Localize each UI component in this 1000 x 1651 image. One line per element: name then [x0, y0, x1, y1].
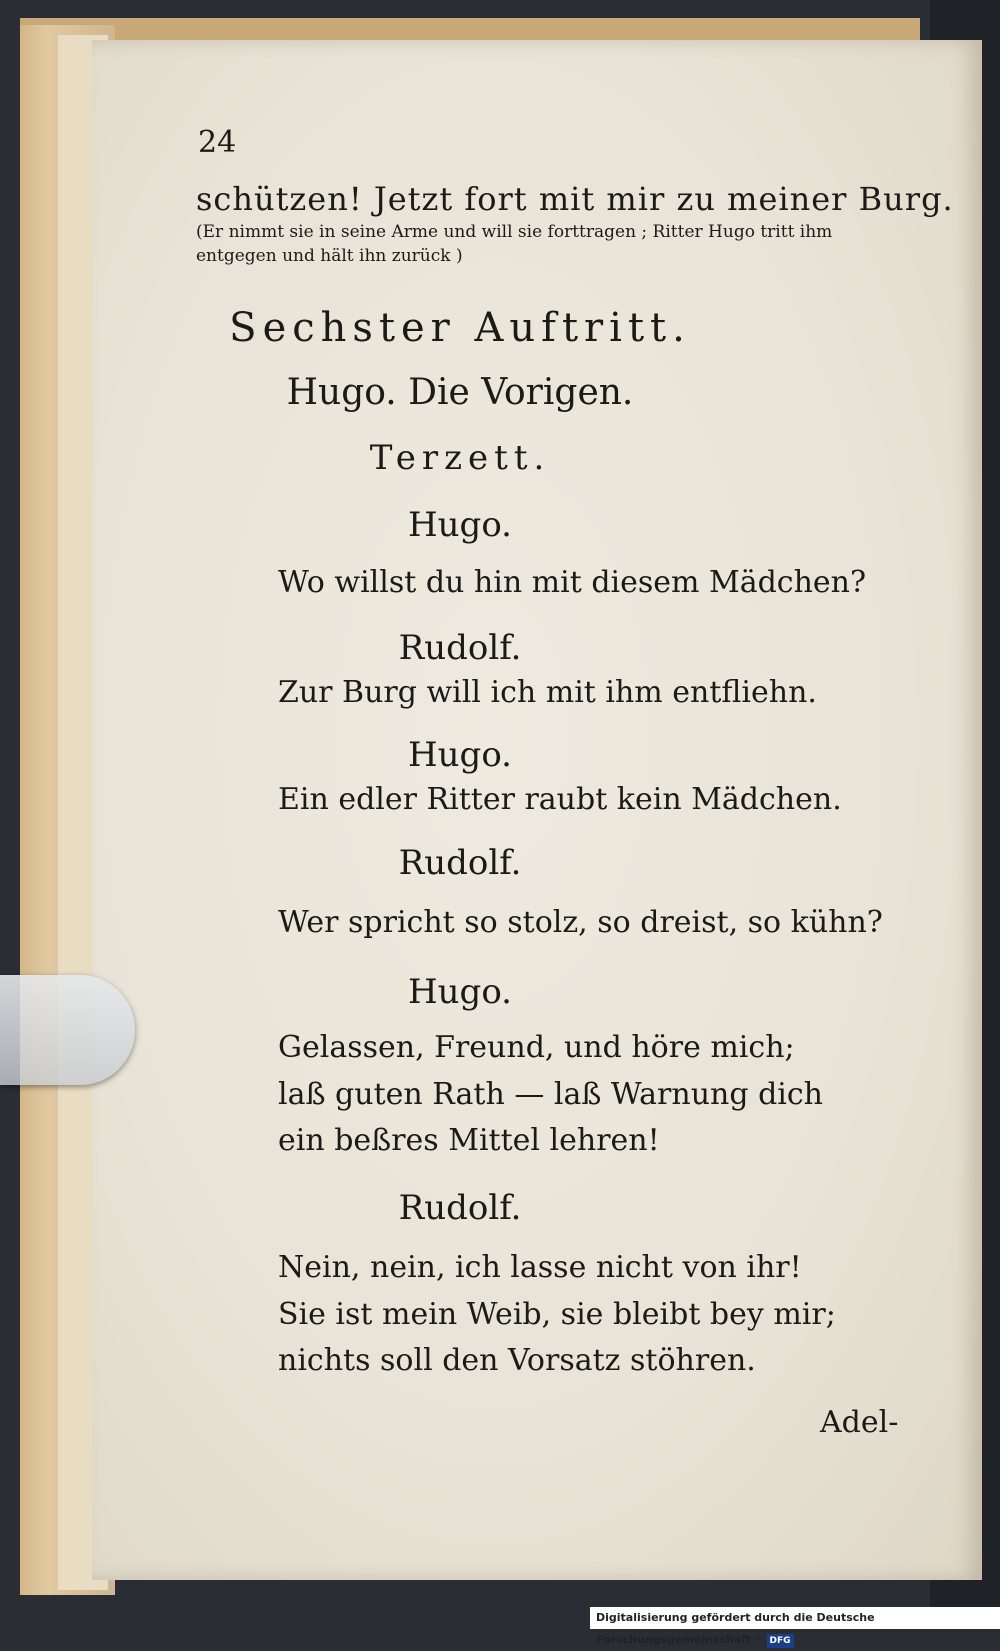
catchword: Adel- — [820, 1405, 899, 1440]
footer-text: Digitalisierung gefördert durch die Deutsche Forschungsgemeinschaft - — [596, 1611, 875, 1646]
verse-line: Sie ist mein Weib, sie bleibt bey mir; — [278, 1297, 836, 1332]
footer-credit — [590, 1607, 1000, 1646]
verse-line: Zur Burg will ich mit ihm entfliehn. — [278, 675, 817, 710]
speaker-name: Hugo. — [408, 735, 512, 775]
speaker-name: Rudolf. — [398, 628, 522, 668]
speaker-name: Hugo. — [408, 972, 512, 1012]
song-type: Terzett. — [369, 438, 551, 478]
verse-line: Gelassen, Freund, und höre mich; — [278, 1030, 795, 1065]
dfg-logo: DFG — [767, 1634, 794, 1648]
speaker-name: Rudolf. — [398, 843, 522, 883]
scene-title: Sechster Auftritt. — [229, 305, 691, 351]
stage-direction-line-2: entgegen und hält ihn zurück ) — [196, 246, 463, 266]
verse-line: Wer spricht so stolz, so dreist, so kühn? — [278, 905, 883, 940]
verse-line: Wo willst du hin mit diesem Mädchen? — [278, 565, 867, 600]
verse-line: nichts soll den Vorsatz stöhren. — [278, 1343, 756, 1378]
verse-line: laß guten Rath — laß Warnung dich — [278, 1077, 823, 1112]
speaker-name: Hugo. — [408, 505, 512, 545]
page-clip — [0, 975, 135, 1085]
verse-line: ein beßres Mittel lehren! — [278, 1123, 660, 1158]
verse-line: Ein edler Ritter raubt kein Mädchen. — [278, 782, 842, 817]
stage-direction-line-1: (Er nimmt sie in seine Arme und will sie forttragen ; Ritter Hugo tritt ihm — [196, 222, 833, 242]
verse-line: Nein, nein, ich lasse nicht von ihr! — [278, 1250, 802, 1285]
page-number: 24 — [198, 125, 237, 160]
persons-line: Hugo. Die Vorigen. — [286, 372, 634, 413]
continuation-line: schützen! Jetzt fort mit mir zu meiner Burg. — [196, 180, 954, 218]
speaker-name: Rudolf. — [398, 1188, 522, 1228]
